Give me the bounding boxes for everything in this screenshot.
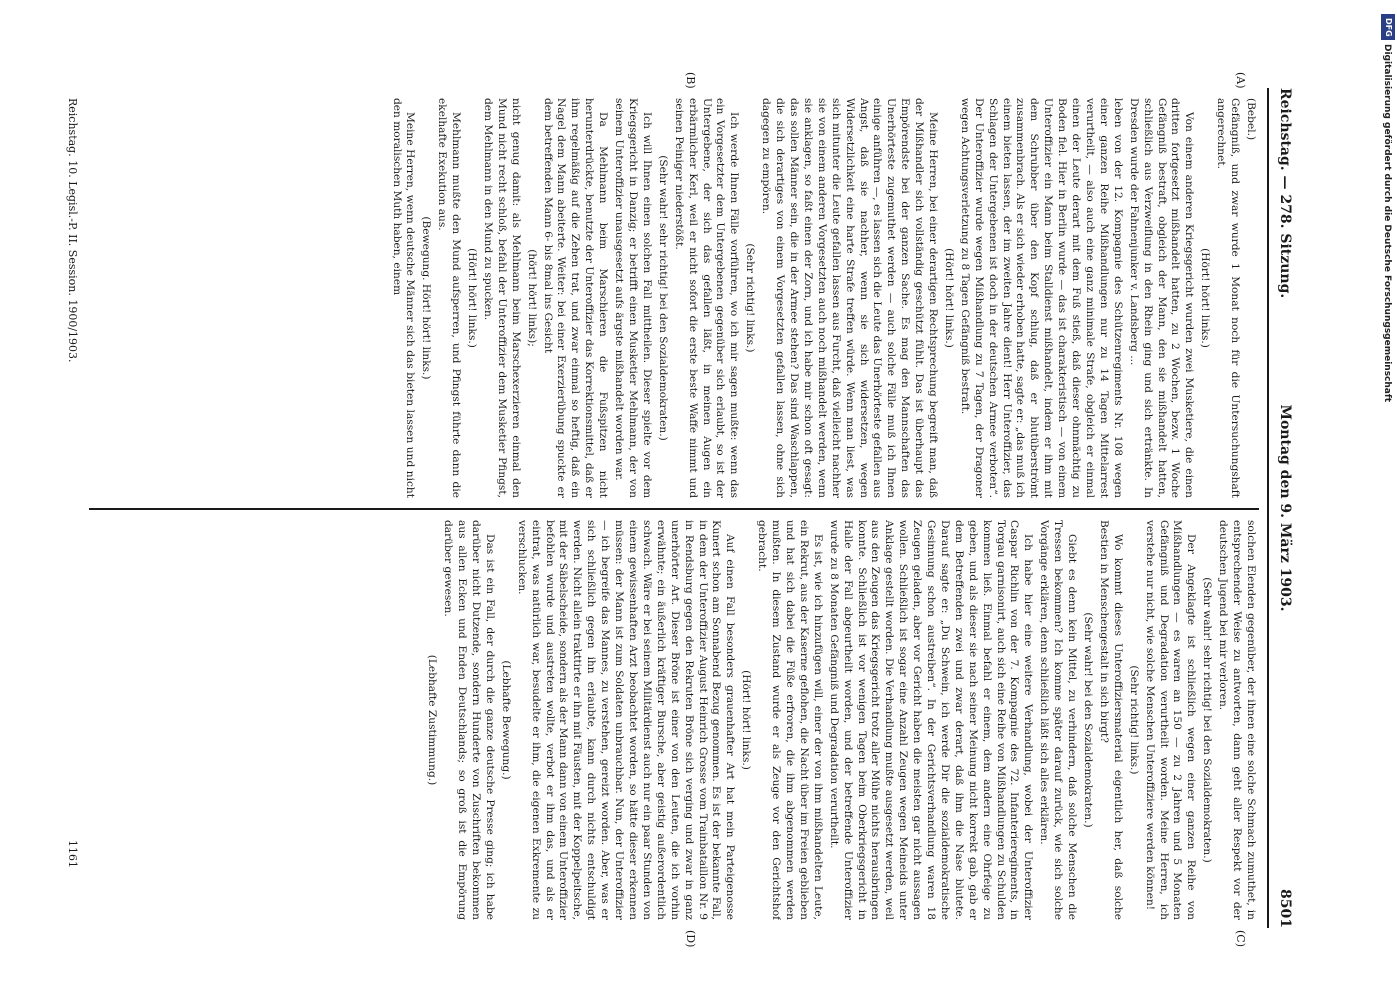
margin-marker-b: (B) <box>684 72 697 89</box>
speaker-name: (Bebel.) <box>1245 98 1257 141</box>
interjection: (Sehr wahr! sehr richtig! bei den Sozialdemokraten.) <box>1201 577 1214 863</box>
interjection: (Bewegung. Hört! hört! links.) <box>420 216 433 380</box>
dfg-credit-text: Digitalisierung gefördert durch die Deutsche Forschungsgemeinschaft <box>1382 44 1392 403</box>
page-number: 8501 <box>1277 889 1293 928</box>
paragraph: nicht genug damit: als Mehlmann beim Marschexerzieren einmal den Mund nicht recht schloß, befahl der Unteroffizier dem Musketier Pfingst, dem Mehlmann in den Mund zu spucken. <box>481 98 522 498</box>
interjection: (Lebhafte Bewegung.) <box>499 660 512 780</box>
paragraph: Da Mehlmann beim Marschieren die Fußspitzen nicht herunterdrückte, benutzte der Unteroffizier das Korrektionsmittel, daß er ihm regelmäßig auf die Zehen trat, und zwar einmal so heftig, daß ein Nagel dem Mann abeiterte. Weiter: bei einer Exerzierübung spuckte er dem betreffenden Mann 6- bis 8mal ins Gesicht <box>541 98 610 498</box>
paragraph: Ich werde Ihnen Fälle vorführen, wo ich mir sagen mußte: wenn das ein Vorgesetzter dem Untergebenen gegenüber sich erlaubt, so ist der Untergebene, der sich das gefallen läßt, in meinen Augen ein erbärmlicher Kerl, weil er nicht sofort die erste beste Waffe nimmt und seinen Peiniger niederstößt. <box>672 98 741 498</box>
paragraph: Ich habe hier eine weitere Verhandlung, wobei der Unteroffizier Caspar Richlin von der 7. Kompagnie des 72. Infanterieregiments, in Torgau garnisonirt, auch sich eine Reihe von Mißhandlungen zu Schulden kommen ließ. Einmal befahl er einem, dem andern eine Ohrfeige zu geben, und als dieser sie nach seiner Meinung nicht korrekt gab, gab er dem Betreffenden zwei und zwar derart, daß ihm die Nase blutete. Darauf sagte er: „Du Schwein, ich werde Dir die sozialdemokratische Gesinnung schon austreiben“. In der Gerichtsverhandlung waren 18 Zeugen geladen, aber vor Gericht haben die meisten gar nicht aussagen wollen. Schließlich ist sogar eine Anzahl Zeugen wegen Meineids unter Anklage gestellt worden. Die Verhandlung mußte ausgesetzt werden, weil aus den Zeugen das Kriegsgericht trotz aller Mühe nichts herausbringen konnte. Schließlich ist vor wenigen Tagen beim Oberkriegsgericht in Halle der Fall abgeurtheilt worden, und der betreffende Unteroffizier wurde zu 8 Monaten Gefängniß und Degradation verurtheilt. <box>827 520 1035 920</box>
interjection: (hört! hört! links); <box>525 249 538 347</box>
paragraph: Auf einen Fall besonders grauenhafter Art hat mein Parteigenosse Kunert schon am Sonnabend Bezug genommen. Es ist der bekannte Fall, in dem der Unteroffizier August Heinrich Grosse vom Trainbataillon Nr. 9 in Rendsburg gegen den Rekruten Bröne sich verging und zwar in ganz unerhörter Art. Dieser Bröne ist einer von den Leuten, die ich vorhin erwähnte; ein äußerlich kräftiger Bursche, aber geistig außerordentlich schwach. Wäre er bei seinem Militärdienst auch nur ein paar Stunden von einem gewissenhaften Arzt beobachtet worden, so hätte dieser erkennen müssen: der Mann ist zum Soldaten unbrauchbar. Nun, der Unteroffizier — ich begreife das Mannes, zu verstehen, gereizt worden. Aber, was er sich schließlich gegen ihn erlaubte, kann durch nichts entschuldigt werden. Nicht allein trakttirte er ihn mit Fäusten, mit der Koppelpeitsche, mit der Säbelscheide, sondern als der Mann dann von einem Unteroffizier befohlen wurde und austreten wollte, verbot er ihm das, und als er eintrat, was natürlich war, besudelte er ihm, die eigenen Exkremente zu verschlucken. <box>515 520 737 920</box>
paragraph: solchen Elenden gegenüber, der ihnen eine solche Schmach zumuthet, in entsprechender Weise zu antworten, dann geht aller Respekt vor der deutschen Jugend bei mir verloren. <box>1217 520 1257 920</box>
header-left: Reichstag. — 278. Sitzung. <box>1277 88 1293 299</box>
dfg-logo: DFG <box>1381 14 1395 40</box>
paragraph: Das ist ein Fall, der durch die ganze deutsche Presse ging; ich habe darüber nicht Dutzende, sondern Hunderte von Zuschriften bekommen aus allen Ecken und Enden Deutschlands; so groß ist die Empörung darüber gewesen. <box>442 520 496 920</box>
interjection: (Hört! hört! links.) <box>1199 248 1212 348</box>
right-column <box>92 520 1257 920</box>
footer-signature: 1161 <box>66 840 79 868</box>
margin-marker-d: (D) <box>684 930 697 948</box>
margin-marker-c: (C) <box>1234 930 1247 947</box>
paragraph: Meine Herren, bei einer derartigen Rechtsprechung begreift man, daß der Mißhandler sich vollständig geschützt fühlt. Das ist überhaupt das Empörendste bei der ganzen Sache. Es mag den Mannschaften das Unerhörteste zugemuthet werden — auch solche Fälle muß ich Ihnen einige anführen —, es lassen sich die Leute das Unerhörteste gefallen aus Angst, daß sie nachher, wenn sie sich widersetzen, wegen Widersetzlichkeit eine harte Strafe treffen würde. Wenn man liest, was sich mitunter die Leute gefallen lassen aus Furcht, daß vielleicht nachher sie von einem anderen Vorgesetzten auch noch mißhandelt werden, wenn sie anklagen, so faßt einen der Zorn, und ich habe mir schon oft gesagt: das sollen Männer sein, die in der Armee stehen? Das sind Waschlappen, die sich derartiges von einem Vorgesetzten gefallen lassen, ohne sich dagegen zu empören. <box>760 98 940 498</box>
header-rule <box>1267 88 1269 928</box>
paragraph: Ich will Ihnen einen solchen Fall mittheilen. Dieser spielte vor dem Kriegsgericht in Danzig; er betrifft einen Musketier Mehlmann, der von seinem Unteroffizier unausgesetzt aufs ärgste mißhandelt worden war. <box>613 98 653 498</box>
interjection: (Hört! hört! links.) <box>466 248 479 348</box>
paragraph: Meine Herren, wenn deutsche Männer sich das bieten lassen und nicht den moralischen Muth haben, einem <box>390 98 417 498</box>
paragraph: Wo kommt dieses Unteroffiziersmaterial eigentlich her, daß solche Bestien in Menschengestalt in sich birgt? <box>1097 520 1124 920</box>
interjection: (Hört! hört! links.) <box>740 670 753 770</box>
interjection: (Lebhafte Zustimmung.) <box>426 654 439 786</box>
margin-marker-a: (A) <box>1234 72 1247 89</box>
column-divider <box>89 508 1259 510</box>
paragraph: leben von der 12. Kompagnie des Schützenregiments Nr. 108 wegen einer ganzen Reihe Mißhandlungen nur zu 14 Tagen Mittelarrest verurtheilt, — also auch eine ganz minimale Strafe, obgleich er einmal einen der Leute derart mit dem Fuß stieß, daß dieser ohnmächtig zu Boden fiel. Hier in Berlin wurde — das ist charakteristisch — von einem Unteroffizier ein Mann beim Stalldienst mißhandelt, indem er ihm mit dem Schrubber über den Kopf schlug, daß er blutüberströmt zusammenbrach. Als er sich wieder erhoben hatte, sagte er: „das muß ich einem bieten lassen, der im zweiten Jahre dient! Herr Unteroffizier, das Schlagen der Untergebenen ist doch in der deutschen Armee verboten“. Der Unteroffizier wurde wegen Mißhandlung zu 7 Tagen, der Dragoner wegen Achtungsverletzung zu 8 Tagen Gefängniß bestraft. <box>958 98 1124 498</box>
paragraph: Gefängniß, und zwar wurde 1 Monat noch für die Untersuchungshaft angerechnet. <box>1215 98 1242 498</box>
paragraph: Giebt es denn kein Mittel, zu verhindern, daß solche Menschen die Tressen bekommen? Ich komme später darauf zurück, wie sich solche Vorgänge erklären, denn schließlich läßt sich alles erklären. <box>1038 520 1079 920</box>
interjection: (Sehr richtig! links.) <box>744 243 757 353</box>
header-center: Montag den 9. März 1903. <box>1277 404 1293 612</box>
paragraph: Der Angeklagte ist schließlich wegen einer ganzen Reihe von Mißhandlungen — es waren an 150 — zu 2 Jahren und 5 Monaten Gefängniß und Degradation verurtheilt worden. Meine Herren, ich verstehe nur nicht, wie solche Menschen Unteroffiziere werden können! <box>1143 520 1198 920</box>
footer-left: Reichstag. 10. Legisl.-P. II. Session. 1900/1903. <box>66 98 79 363</box>
interjection: (Hört! hört! links.) <box>942 248 955 348</box>
interjection: (Sehr wahr! sehr richtig! bei den Sozialdemokraten.) <box>656 155 669 441</box>
paragraph: Von einem anderen Kriegsgericht wurden zwei Musketiere, die einen dritten fortgesetzt mißhandelt hatten, zu 2 Wochen, bezw. 1 Woche Gefängniß bestraft, obgleich der Mann, den sie mißhandelt hatten, schließlich aus Verzweiflung in den Rhein ging und sich ertränkte. In Dresden wurde der Fahnenjunker v. Landsberg ... <box>1127 98 1196 498</box>
paragraph: Es ist, wie ich hinzufügen will, einer der von ihm mißhandelten Leute, ein Rekrut, aus der Kaserne geflohen, die Nacht über im Freien geblieben und hat sich dabei die Füße erfroren, die ihm abgenommen werden mußten. In diesem Zustand wurde er als Zeuge vor den Gerichtshof gebracht. <box>756 520 824 920</box>
dfg-stamp <box>1380 8 1396 998</box>
interjection: (Sehr wahr! bei den Sozialdemokraten.) <box>1082 612 1095 828</box>
running-header <box>1269 88 1297 928</box>
left-column <box>92 98 1257 498</box>
interjection: (Sehr richtig! links.) <box>1127 665 1140 775</box>
paragraph: Mehlmann mußte den Mund aufsperren, und Pfingst führte dann die ekelhafte Exekution aus. <box>436 98 463 498</box>
